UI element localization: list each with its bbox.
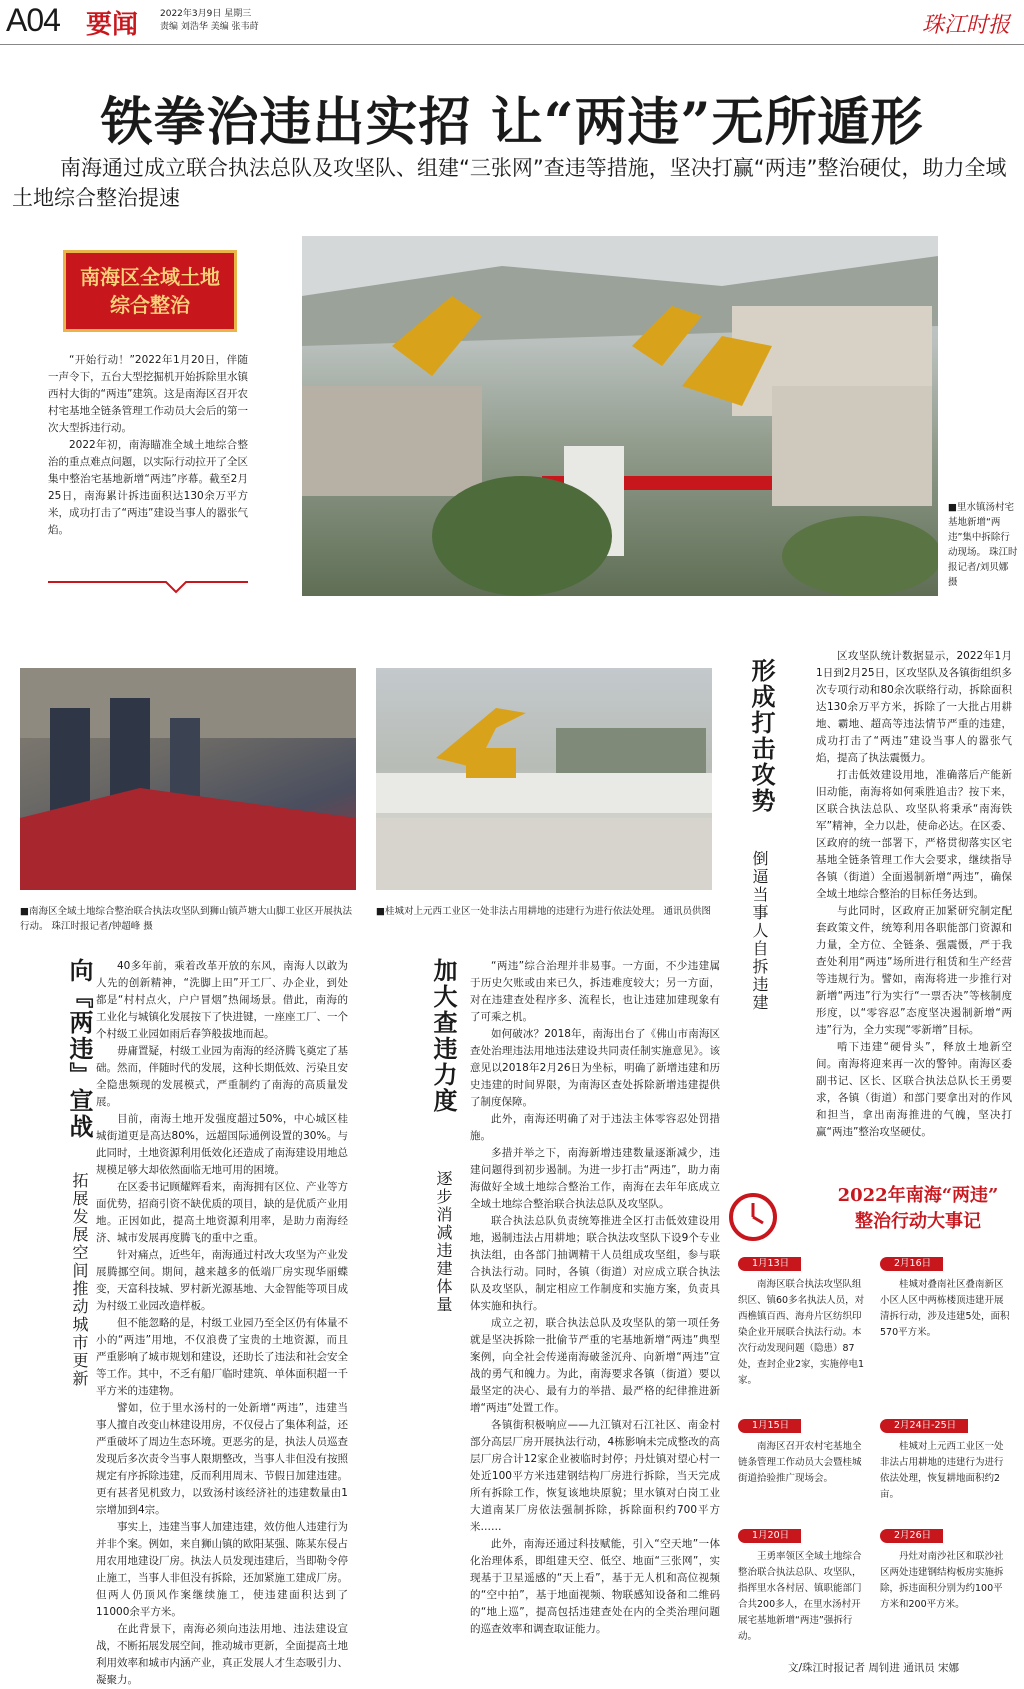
issue-date: 2022年3月9日 星期三: [160, 9, 252, 19]
event-text: 丹灶对南沙社区和联沙社区两处违建钢结构板房实施拆除，拆违面积分别为约100平方米和200平方米。: [880, 1551, 1004, 1610]
dateline: [160, 8, 259, 34]
paragraph: 事实上，违建当事人加建违建，效仿他人违建行为并非个案。例如，来自狮山镇的欧阳某强、陈某东侵占用农用地建设厂房。执法人员发现违建后，当即勒令停止施工，当事人非但没有拆除，还加紧施工建成厂房。但两人仍顶风作案继续施工，使违建面积达到了11000余平方米。: [96, 1521, 348, 1618]
paragraph: “两违”综合治理并非易事。一方面，不少违建属于历史欠账或由来已久，拆违难度较大；另一方面，对在违建查处程序多、流程长，也让违建加建现象有了可乘之机。: [470, 960, 720, 1023]
section-subtitle-mid: 逐步消减违建体量: [434, 1170, 453, 1314]
event-item: [738, 1418, 868, 1487]
page-number: A04: [6, 2, 60, 38]
event-item: [738, 1528, 868, 1645]
demolition-site-photo: [302, 236, 938, 596]
paragraph: 联合执法总队负责统筹推进全区打击低效建设用地，遏制违法占用耕地；联合执法攻坚队下设9个专业执法组，由各部门抽调精干人员组成攻坚组，参与联合执法行动。同时，各镇（街道）对应成立联合执法队及攻坚队，制定相应工作制度和实施方案，负责具体实施和执行。: [470, 1215, 720, 1312]
paragraph: 40多年前，乘着改革开放的东风，南海人以敢为人先的创新精神，“洗脚上田”开工厂、办企业，到处都是“村村点火，户户冒烟”热闹场景。借此，南海的工业化与城镇化发展按下了快进键，一座座工厂、一个个村级工业园如雨后春笋般拔地而起。: [96, 960, 348, 1040]
event-item: [738, 1256, 868, 1389]
event-date: 2月24日-25日: [880, 1419, 968, 1433]
byline: 文/珠江时报记者 周钊进 通讯员 宋娜: [788, 1662, 960, 1674]
event-date: 2月26日: [880, 1529, 943, 1543]
event-text: 桂城对叠南社区叠南新区小区人区中两栋楼顶违建开展清拆行动，涉及违建5处，面积570平方米。: [880, 1279, 1010, 1338]
main-photo-caption: ■里水镇汤村宅基地新增“两违”集中拆除行动现场。 珠江时报记者/刘贝娜 摄: [948, 502, 1018, 588]
paragraph: 各镇街积极响应——九江镇对石江社区、南金村部分高层厂房开展执法行动，4栋影响未完成整改的高层厂房合计12家企业被临时封停；丹灶镇对望心村一处近100平方米违建钢结构厂房进行拆除，当天完成所有拆除工作，恢复该地块原貌；里水镇对白岗工业大道南某厂房依法强制拆除，拆除面积约700平方米……: [470, 1419, 720, 1533]
section-title-right: 形成打击攻势: [747, 658, 776, 814]
event-item: [880, 1528, 1010, 1613]
decorative-arrow-line: [48, 576, 248, 596]
lead-paragraph: “开始行动！”2022年1月20日，伴随一声令下，五台大型挖掘机开始拆除里水镇西村大街的“两违”建筑。这是南海区召开农村宅基地全链条管理工作动员大会后的第一次大型拆违行动。: [48, 354, 248, 434]
lead-paragraph: 2022年初，南海瞄准全域土地综合整治的重点难点问题，以实际行动拉开了全区集中整治宅基地新增“两违”序幕。截至2月25日，南海累计拆违面积达130余万平方米，成功打击了“两违”建设当事人的嚣张气焰。: [48, 439, 248, 536]
newspaper-logo: 珠江时报: [921, 13, 1010, 38]
event-date: 2月16日: [880, 1257, 943, 1271]
lead-text: [48, 352, 248, 539]
excavator-photo: [376, 668, 712, 890]
paragraph: 如何破冰？2018年，南海出台了《佛山市南海区查处治理违法用地违法建设共同责任制实施意见》。该意见以2018年2月26日为坐标，明确了新增违建和历史违建的时间界限，为南海区查处拆除新增违建提供了制度保障。: [470, 1028, 720, 1108]
paragraph: 打击低效建设用地，准确落后产能新旧动能，南海将如何乘胜追击？按下来，区联合执法总队、攻坚队将秉承“南海铁军”精神，全力以赴，使命必达。在区委、区政府的统一部署下，严格贯彻落实区宅基地全链条管理工作大会要求，继续指导各镇（街道）全面遏制新增“两违”，确保全域土地综合整治的目标任务达到。: [816, 769, 1012, 900]
photo-illustration: [20, 668, 356, 890]
events-title-line: 2022年南海“两违”: [837, 1185, 999, 1206]
masthead-rule: [0, 44, 1024, 45]
paragraph: 毋庸置疑，村级工业园为南海的经济腾飞奠定了基础。然而，伴随时代的发展，这种长期低效、污染且安全隐患频现的发展模式，严重制约了南海的高质量发展。: [96, 1045, 348, 1108]
event-item: [880, 1256, 1010, 1341]
headline: 铁拳治违出实招 让“两违”无所遁形: [100, 92, 924, 153]
paragraph: 啃下违建“硬骨头”，释放土地新空间。南海将迎来再一次的警钟。南海区委副书记、区长、区联合执法总队长王勇要求，各镇（街道）和部门要拿出对的作风和担当，拿出南海推进的气魄，坚决打赢“两违”整治攻坚硬仗。: [816, 1041, 1012, 1138]
event-text: 南海区召开农村宅基地全链条管理工作动员大会暨桂城街道拾验推广现场会。: [738, 1441, 862, 1484]
event-text: 桂城对上元西工业区一处非法占用耕地的违建行为进行依法处理，恢复耕地面积约2亩。: [880, 1441, 1004, 1500]
paragraph: 在区委书记顾耀辉看来，南海拥有区位、产业等方面优势，招商引资不缺优质的项目，缺的是优质产业用地。正因如此，提高土地资源利用率，是助力南海经济、城市发展再度腾飞的重中之重。: [96, 1181, 348, 1244]
paragraph: 此外，南海还通过科技赋能，引入“空天地”一体化治理体系，即组建天空、低空、地面“三张网”，实现基于卫星遥感的“天上看”，基于无人机和高位视频的“空中拍”，基于地面视频、物联感知设备和二维码的“地上巡”，提高包括违建查处在内的全类治理问题的巡查效率和调查取证能力。: [470, 1538, 720, 1635]
section-subtitle-right: 倒逼当事人自拆违建: [750, 850, 769, 1012]
enforcement-team-photo: [20, 668, 356, 890]
left-column-body: [96, 958, 348, 1689]
paragraph: 多措并举之下，南海新增违建数量逐渐减少，违建问题得到初步遏制。为进一步打击“两违”，助力南海做好全域土地综合整治工作，南海在去年年底成立全域土地综合整治联合执法总队及攻坚队。: [470, 1147, 720, 1210]
paragraph: 但不能忽略的是，村级工业园乃至全区仍有体量不小的“两违”用地，不仅浪费了宝贵的土地资源，而且严重影响了城市规划和建设，还助长了违法和社会安全等工作。其中，不乏有船厂临时建筑、单体面积超一千平方米的违建物。: [96, 1317, 348, 1397]
event-date: 1月20日: [738, 1529, 801, 1543]
events-title: [830, 1183, 1006, 1235]
masthead: [0, 0, 1024, 44]
paragraph: 成立之初，联合执法总队及攻坚队的第一项任务就是坚决拆除一批偷节严重的宅基地新增“两违”典型案例，向全社会传递南海破釜沉舟、向新增“两违”宣战的勇气和魄力。为此，南海要求各镇（街道）要以最坚定的决心、最有力的举措、最严格的纪律推进新增“两违”处置工作。: [470, 1317, 720, 1414]
badge-line-1: 南海区全域土地: [80, 265, 220, 289]
paragraph: 区攻坚队统计数据显示，2022年1月1日到2月25日，区攻坚队及各镇街组织多次专项行动和80余次联络行动，拆除面积达130余万平方米，拆除了一大批占用耕地、霸地、超高等违法情节严重的违建，成功打击了“两违”建设当事人的嚣张气焰，提高了执法震慑力。: [816, 650, 1012, 764]
mid-column-body: [470, 958, 720, 1638]
event-text: 南海区联合执法攻坚队组织区、镇60多名执法人员，对西樵镇百西、海舟片区纺织印染企业开展联合执法行动。本次行动发现问题（隐患）87处，查封企业2家，实施停电1家。: [738, 1279, 865, 1386]
event-date: 1月15日: [738, 1419, 801, 1433]
event-text: 王勇率领区全域土地综合整治联合执法总队、攻坚队，指挥里水各村居、镇职能部门合共200多人，在里水汤村开展宅基地新增“两违”强拆行动。: [738, 1551, 862, 1642]
event-date: 1月13日: [738, 1257, 801, 1271]
mid-photo-caption: ■桂城对上元西工业区一处非法占用耕地的违建行为进行依法处理。 通讯员供图: [376, 906, 711, 917]
events-title-line: 整治行动大事记: [855, 1211, 981, 1232]
topic-badge: [63, 250, 237, 332]
right-column-body: [816, 648, 1012, 1141]
paragraph: 目前，南海土地开发强度超过50%，中心城区桂城街道更是高达80%，远超国际通例设置的30%。与此同时，土地资源利用低效化还造成了南海建设用地总规模足够大却依然面临无地可用的困境。: [96, 1113, 348, 1176]
paragraph: 针对痛点，近些年，南海通过村改大攻坚为产业发展腾挪空间。期间，越来越多的低端厂房实现华丽蝶变，天富科技城、罗村新光源基地、大金智能等项目成为村级工业园改造样板。: [96, 1249, 348, 1312]
paragraph: 此外，南海还明确了对于违法主体零容忍处罚措施。: [470, 1113, 720, 1142]
badge-line-2: 综合整治: [110, 293, 190, 317]
event-item: [880, 1418, 1010, 1503]
clock-icon: [726, 1190, 780, 1244]
paragraph: 譬如，位于里水汤村的一处新增“两违”，违建当事人擅自改变山林建设用房，不仅侵占了集体利益，还严重破坏了周边生态环境。更恶劣的是，执法人员巡查发现后多次责令当事人限期整改，当事人非但没有按照规定有序拆除违建，反而利用周末、节假日加建违建。更有甚者见机致力，以致汤村该经济社的违建数量由1宗增加到4宗。: [96, 1402, 348, 1516]
editor-credits: 责编 刘浩华 美编 张韦莳: [160, 22, 259, 32]
section-subtitle-left: 拓展发展空间推动城市更新: [70, 1172, 89, 1388]
photo-illustration: [376, 668, 712, 890]
paragraph: 与此同时，区政府正加紧研究制定配套政策文件，统筹利用各职能部门资源和力量，全方位、全链条、强震慑，严于我查处利用“两违”场所进行租赁和生产经营等违规行为。譬如，南海将进一步推行对新增“两违”行为实行“一票否决”等核制度形度，以“零容忍”态度坚决遏制新增“两违”行为，全力实现“零新增”目标。: [816, 905, 1012, 1036]
left-photo-caption: ■南海区全域土地综合整治联合执法攻坚队到狮山镇芦塘大山脚工业区开展执法行动。 珠江时报记者/钟超峰 摄: [20, 906, 352, 932]
section-title-mid: 加大查违力度: [429, 958, 458, 1114]
section-name: 要闻: [86, 10, 139, 40]
deck: 南海通过成立联合执法总队及攻坚队、组建“三张网”查违等措施，坚决打赢“两违”整治硬仗，助力全域土地综合整治提速: [12, 156, 1007, 210]
section-title-left: 向『两违』宣战: [65, 958, 94, 1140]
photo-illustration: [302, 236, 938, 596]
paragraph: 在此背景下，南海必须向违法用地、违法建设宣战，不断拓展发展空间，推动城市更新，全面提高土地利用效率和城市内涵产业，真正发展人才生态吸引力、凝聚力。: [96, 1623, 348, 1686]
